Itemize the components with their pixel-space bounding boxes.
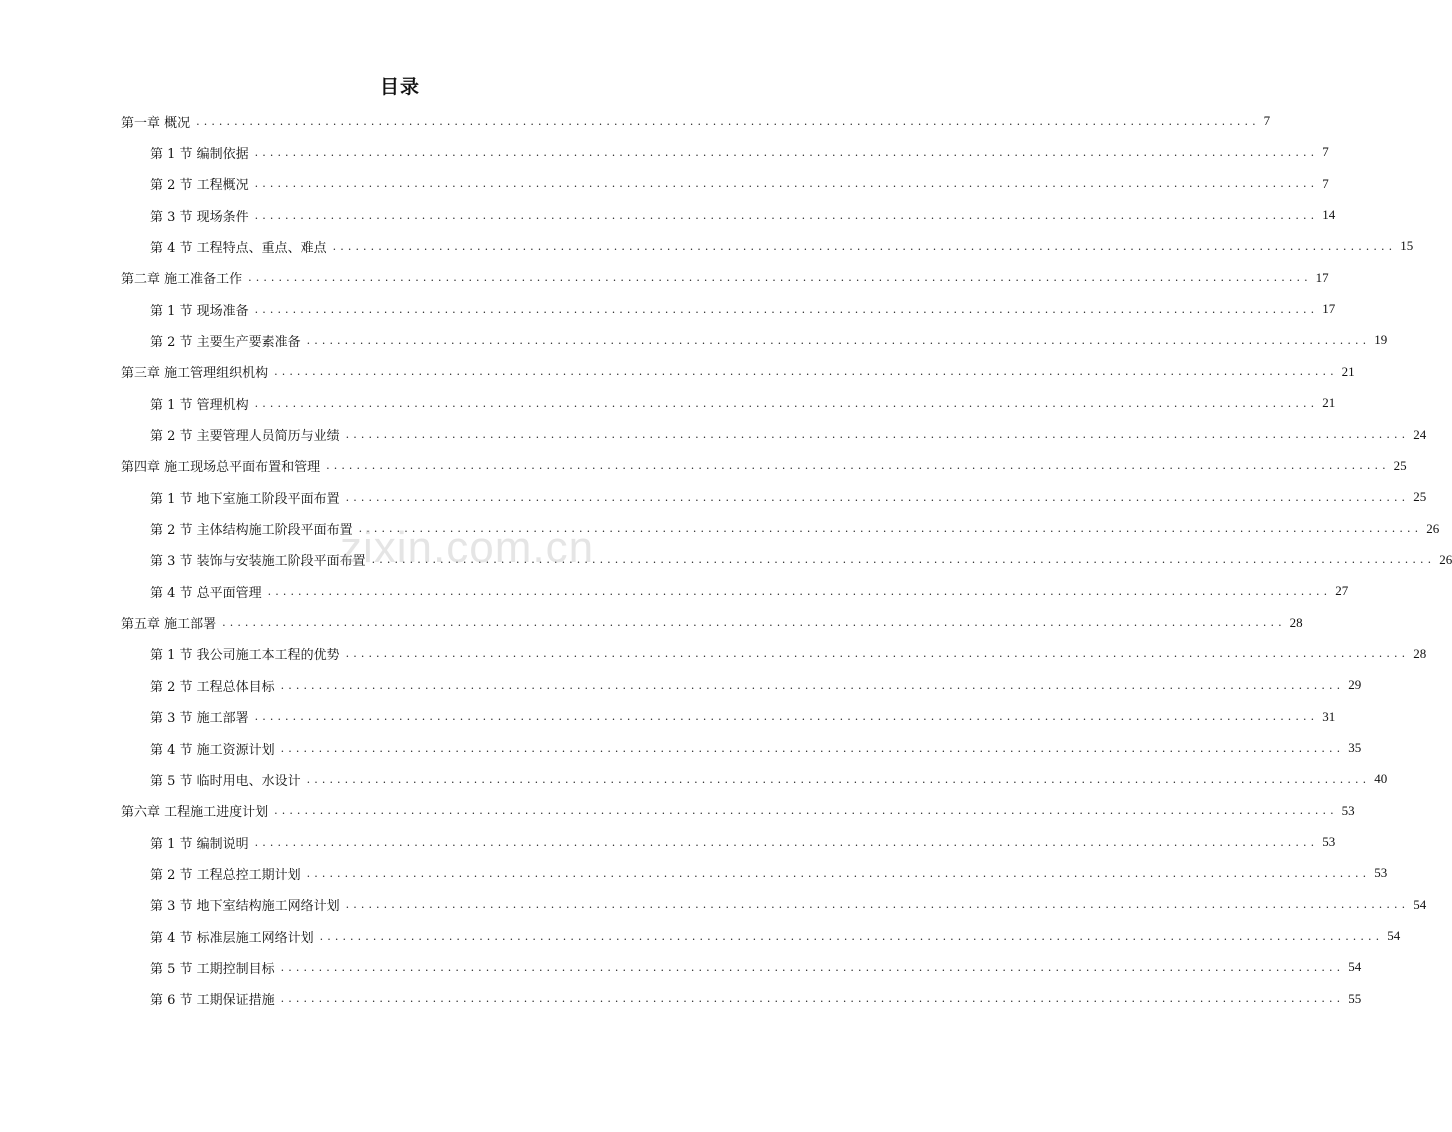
watermark: zixin.com.cn — [340, 523, 595, 572]
page-title: 目录 — [379, 76, 420, 98]
toc-page-number: 31 — [1322, 708, 1336, 724]
toc-section-entry[interactable] — [150, 985, 1362, 1013]
toc-section-entry[interactable] — [150, 483, 1427, 511]
toc-entry-label: 第六章 工程施工进度计划 — [121, 805, 269, 821]
toc-chapter-entry[interactable] — [121, 797, 1355, 825]
toc-entry-label: 第 4 节 总平面管理 — [150, 585, 262, 601]
toc-dot-leader: ............................................................................................................................................ — [248, 271, 1312, 285]
toc-entry-label: 第 1 节 地下室施工阶段平面布置 — [150, 491, 340, 507]
toc-dot-leader: ............................................................................................................................................ — [196, 114, 1260, 128]
toc-page-number: 53 — [1374, 865, 1388, 881]
toc-page-number: 26 — [1439, 551, 1452, 567]
toc-dot-leader: ............................................................................................................................................ — [371, 553, 1436, 567]
toc-page-number: 28 — [1413, 645, 1427, 661]
toc-section-entry[interactable] — [150, 922, 1401, 950]
toc-section-entry[interactable] — [150, 577, 1349, 605]
toc-page-number: 54 — [1348, 959, 1362, 975]
toc-chapter-entry[interactable] — [121, 452, 1407, 480]
toc-dot-leader: ............................................................................................................................................ — [306, 772, 1371, 786]
toc-entry-label: 第一章 概况 — [121, 115, 191, 131]
toc-entry-label: 第 4 节 标准层施工网络计划 — [150, 930, 314, 946]
toc-dot-leader: ............................................................................................................................................ — [274, 804, 1338, 818]
toc-entry-label: 第 4 节 施工资源计划 — [150, 742, 275, 758]
toc-dot-leader: ............................................................................................................................................ — [306, 333, 1371, 347]
toc-entry-label: 第 2 节 主要生产要素准备 — [150, 334, 301, 350]
toc-chapter-entry[interactable] — [121, 609, 1303, 637]
toc-section-entry[interactable] — [150, 859, 1388, 887]
toc-page-number: 7 — [1322, 144, 1329, 160]
toc-page-number: 14 — [1322, 207, 1336, 223]
toc-entry-label: 第 5 节 临时用电、水设计 — [150, 773, 301, 789]
toc-entry-label: 第 3 节 现场条件 — [150, 209, 249, 225]
toc-section-entry[interactable] — [150, 232, 1414, 260]
toc-page-number: 19 — [1374, 332, 1388, 348]
toc-dot-leader: ............................................................................................................................................ — [280, 992, 1345, 1006]
toc-entry-label: 第 1 节 管理机构 — [150, 397, 249, 413]
toc-dot-leader: ............................................................................................................................................ — [254, 145, 1319, 159]
toc-dot-leader: ............................................................................................................................................ — [345, 428, 1410, 441]
toc-section-entry[interactable] — [150, 828, 1336, 856]
toc-page-number: 17 — [1322, 301, 1336, 317]
toc-section-entry[interactable] — [150, 138, 1329, 166]
toc-page-number: 17 — [1315, 269, 1329, 285]
toc-page-number: 40 — [1374, 771, 1388, 787]
toc-page-number: 25 — [1393, 457, 1407, 473]
toc-entry-label: 第 5 节 工期控制目标 — [150, 961, 275, 977]
toc-page-number: 28 — [1289, 614, 1303, 630]
toc-entry-label: 第 3 节 地下室结构施工网络计划 — [150, 899, 340, 915]
toc-page-number: 35 — [1348, 740, 1362, 755]
toc-entry-label: 第 2 节 工程概况 — [150, 178, 249, 194]
toc-dot-leader: ............................................................................................................................................ — [274, 365, 1338, 379]
toc-page-number: 7 — [1263, 113, 1271, 128]
toc-section-entry[interactable] — [150, 170, 1329, 198]
toc-entry-label: 第五章 施工部署 — [121, 617, 217, 633]
toc-dot-leader: ............................................................................................................................................ — [332, 239, 1397, 253]
toc-chapter-entry[interactable] — [121, 358, 1355, 386]
toc-entry-label: 第 1 节 现场准备 — [150, 303, 249, 319]
toc-entry-label: 第 2 节 工程总体目标 — [150, 679, 275, 695]
toc-entry-label: 第四章 施工现场总平面布置和管理 — [121, 460, 321, 476]
toc-entry-label: 第 1 节 编制说明 — [150, 836, 249, 852]
toc-entry-label: 第二章 施工准备工作 — [121, 272, 243, 288]
toc-page-number: 26 — [1426, 520, 1440, 536]
toc-section-entry[interactable] — [150, 953, 1362, 981]
toc-dot-leader: ............................................................................................................................................ — [326, 459, 1390, 473]
toc-section-entry[interactable] — [150, 703, 1336, 731]
toc-dot-leader: ............................................................................................................................................ — [306, 866, 1371, 880]
toc-dot-leader: ............................................................................................................................................ — [358, 522, 1423, 536]
toc-entry-label: 第 1 节 我公司施工本工程的优势 — [150, 648, 340, 664]
toc-entry-label: 第 2 节 主体结构施工阶段平面布置 — [150, 523, 353, 539]
toc-section-entry[interactable] — [150, 891, 1427, 919]
toc-entry-label: 第 2 节 工程总控工期计划 — [150, 867, 301, 883]
toc-page-number: 24 — [1413, 426, 1427, 442]
toc-chapter-entry[interactable] — [121, 264, 1329, 292]
toc-dot-leader: ............................................................................................................................................ — [280, 741, 1345, 755]
toc-section-entry[interactable] — [150, 295, 1336, 323]
toc-entry-label: 第三章 施工管理组织机构 — [121, 366, 269, 382]
toc-section-entry[interactable] — [150, 734, 1362, 762]
toc-dot-leader: ............................................................................................................................................ — [222, 616, 1286, 630]
toc-page-number: 27 — [1335, 583, 1349, 599]
toc-page-number: 29 — [1348, 677, 1362, 693]
toc-entry-label: 第 3 节 装饰与安装施工阶段平面布置 — [150, 554, 366, 570]
toc-section-entry[interactable] — [150, 671, 1362, 699]
toc-dot-leader: ............................................................................................................................................ — [345, 647, 1410, 661]
toc-page-number: 53 — [1341, 802, 1355, 818]
toc-dot-leader: ............................................................................................................................................ — [345, 898, 1410, 912]
toc-page-number: 21 — [1341, 363, 1355, 379]
toc-page-number: 21 — [1322, 395, 1336, 411]
toc-page-number: 55 — [1348, 990, 1362, 1006]
toc-page-number: 53 — [1322, 834, 1336, 850]
toc-section-entry[interactable] — [150, 326, 1388, 354]
toc-page-number: 7 — [1322, 175, 1329, 191]
toc-page-number: 25 — [1413, 489, 1427, 505]
toc-dot-leader: ............................................................................................................................................ — [280, 960, 1345, 974]
toc-dot-leader: ............................................................................................................................................ — [280, 678, 1345, 692]
toc-entry-label: 第 4 节 工程特点、重点、难点 — [150, 240, 327, 256]
toc-chapter-entry[interactable] — [121, 107, 1271, 135]
toc-page-number: 15 — [1400, 238, 1414, 254]
toc-entry-label: 第 3 节 施工部署 — [150, 711, 249, 727]
toc-dot-leader: ............................................................................................................................................ — [254, 710, 1319, 724]
toc-dot-leader: ............................................................................................................................................ — [267, 584, 1332, 598]
toc-dot-leader: ............................................................................................................................................ — [345, 490, 1410, 504]
toc-entry-label: 第 1 节 编制依据 — [150, 146, 249, 162]
toc-section-entry[interactable] — [150, 640, 1427, 668]
toc-section-entry[interactable] — [150, 389, 1336, 417]
toc-section-entry[interactable] — [150, 765, 1388, 793]
toc-entry-label: 第 6 节 工期保证措施 — [150, 993, 275, 1009]
toc-dot-leader: ............................................................................................................................................ — [319, 929, 1384, 943]
toc-dot-leader: ............................................................................................................................................ — [254, 835, 1319, 849]
toc-page-number: 54 — [1387, 928, 1401, 944]
toc-section-entry[interactable] — [150, 201, 1336, 229]
toc-page-number: 54 — [1413, 896, 1427, 912]
toc-dot-leader: ............................................................................................................................................ — [254, 302, 1319, 316]
toc-dot-leader: ............................................................................................................................................ — [254, 177, 1319, 191]
toc-section-entry[interactable] — [150, 421, 1427, 449]
toc-dot-leader: ............................................................................................................................................ — [254, 208, 1319, 222]
toc-entry-label: 第 2 节 主要管理人员简历与业绩 — [150, 429, 340, 444]
toc-dot-leader: ............................................................................................................................................ — [254, 396, 1319, 410]
